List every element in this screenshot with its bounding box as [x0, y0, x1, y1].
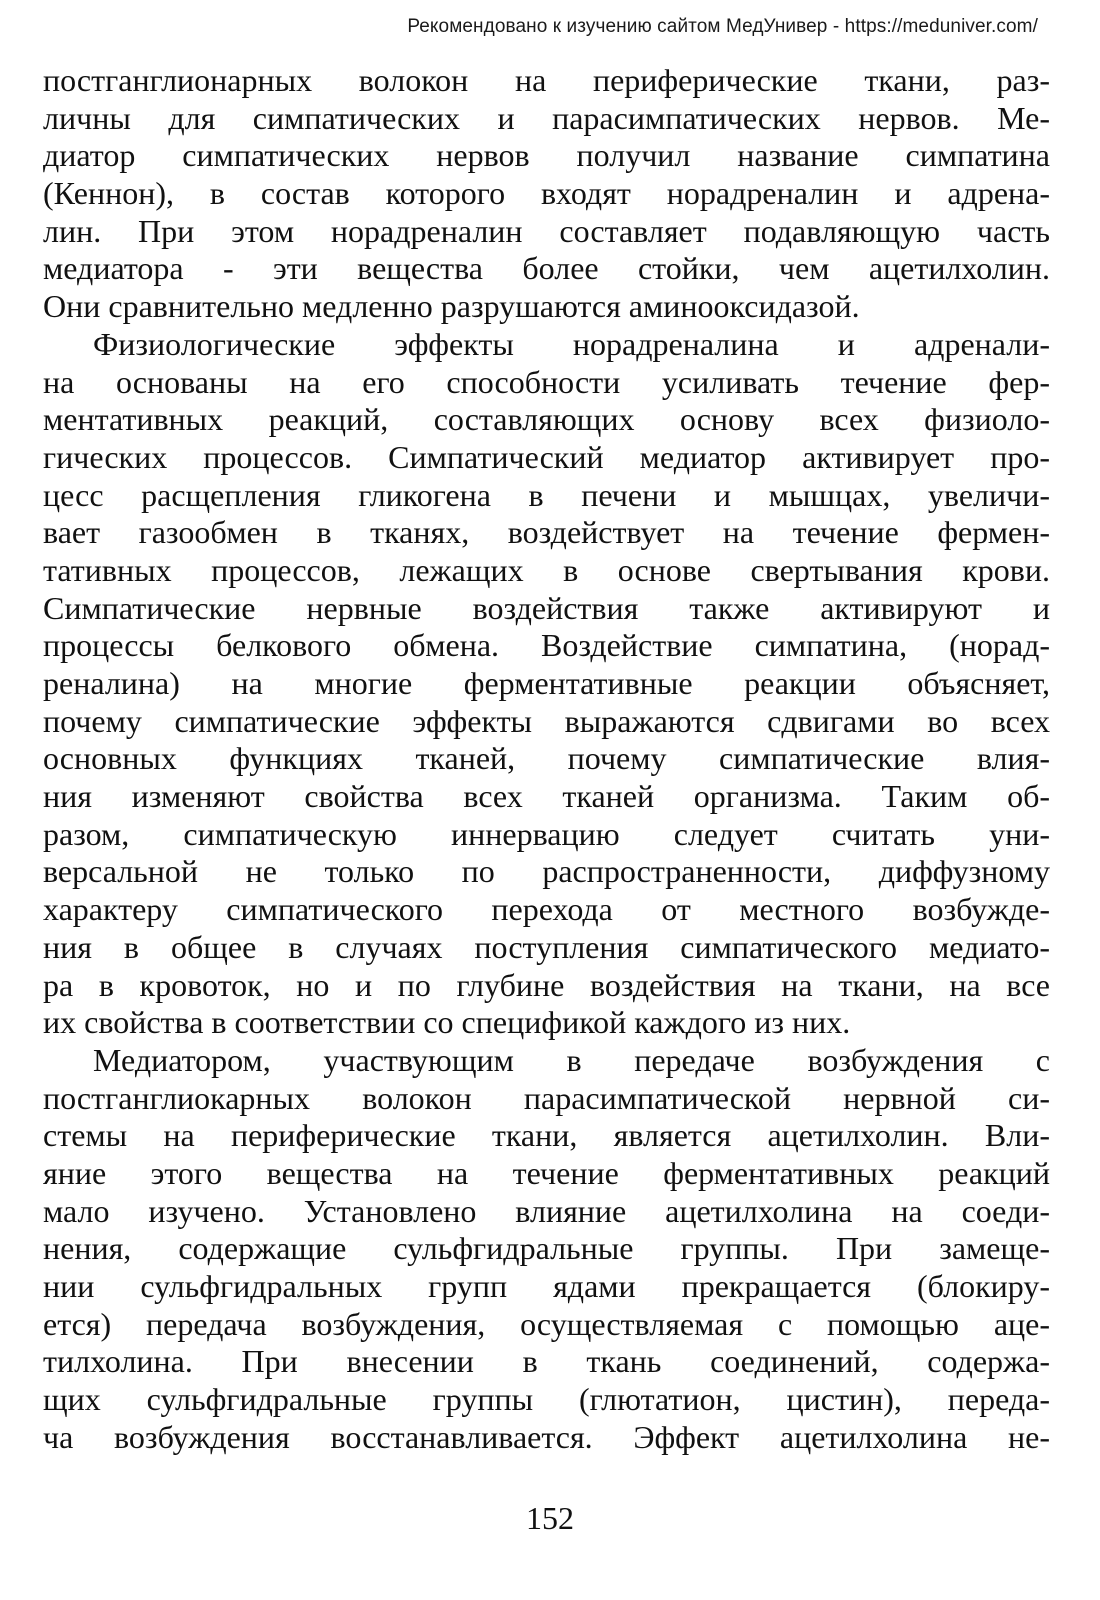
text-line: основных функциях тканей, почему симпатические влия- [43, 740, 1050, 777]
text-line: Они сравнительно медленно разрушаются аминооксидазой. [43, 288, 860, 325]
text-line: тилхолина. При внесении в ткань соединений, содержа- [43, 1343, 1050, 1380]
text-line: на основаны на его способности усиливать течение фер- [43, 363, 1050, 400]
text-line: характеру симпатического перехода от местного возбужде- [43, 891, 1050, 928]
text-line: лин. При этом норадреналин составляет подавляющую часть [43, 212, 1050, 249]
text-line: версальной не только по распространенности, диффузному [43, 853, 1050, 890]
text-line: ча возбуждения восстанавливается. Эффект ацетилхолина не- [43, 1418, 1050, 1455]
text-line: ния изменяют свойства всех тканей организма. Таким об- [43, 778, 1050, 815]
text-line: ется) передача возбуждения, осуществляемая с помощью аце- [43, 1305, 1050, 1342]
text-line: стемы на периферические ткани, является ацетилхолин. Вли- [43, 1117, 1050, 1154]
text-line: (Кеннон), в состав которого входят норадреналин и адрена- [43, 175, 1050, 212]
site-recommendation-header: Рекомендовано к изучению сайтом МедУнивер - https://meduniver.com/ [407, 16, 1038, 37]
text-line: почему симпатические эффекты выражаются сдвигами во всех [43, 702, 1050, 739]
text-line: процессы белкового обмена. Воздействие симпатина, (норад- [43, 627, 1050, 664]
text-line: ментативных реакций, составляющих основу всех физиоло- [43, 401, 1050, 438]
text-line: цесс расщепления гликогена в печени и мышцах, увеличи- [43, 476, 1050, 513]
text-line: гических процессов. Симпатический медиатор активирует про- [43, 438, 1050, 475]
text-line: нии сульфгидральных групп ядами прекращается (блокиру- [43, 1268, 1050, 1304]
paragraph-start-line: Физиологические эффекты норадреналина и адренали- [93, 325, 1050, 362]
text-line: Симпатические нервные воздействия также активируют и [43, 589, 1050, 626]
text-line: ра в кровоток, но и по глубине воздействия на ткани, на все [43, 966, 1050, 1003]
text-line: медиатора - эти вещества более стойки, чем ацетилхолин. [43, 250, 1050, 287]
text-line: мало изучено. Установлено влияние ацетилхолина на соеди- [43, 1192, 1050, 1229]
text-line: вает газообмен в тканях, воздействует на течение фермен- [43, 514, 1050, 551]
paragraph-start-line: Медиатором, участвующим в передаче возбуждения с [93, 1041, 1050, 1078]
text-line: нения, содержащие сульфгидральные группы. При замеще- [43, 1230, 1050, 1267]
text-line: ния в общее в случаях поступления симпатического медиато- [43, 928, 1050, 965]
text-line: яние этого вещества на течение ферментативных реакций [43, 1154, 1050, 1191]
text-line: реналина) на многие ферментативные реакции объясняет, [43, 665, 1050, 701]
text-line: диатор симпатических нервов получил название симпатина [43, 137, 1050, 174]
text-line: тативных процессов, лежащих в основе свертывания крови. [43, 551, 1050, 588]
text-line: постганглионарных волокон на периферические ткани, раз- [43, 62, 1050, 98]
text-line: личны для симпатических и парасимпатических нервов. Ме- [43, 99, 1050, 136]
text-line: щих сульфгидральные группы (глютатион, цистин), переда- [43, 1381, 1050, 1418]
page-number: 152 [526, 1500, 574, 1536]
page-body-text [43, 62, 1050, 1456]
text-line: их свойства в соответствии со спецификой каждого из них. [43, 1004, 851, 1041]
text-line: постганглиокарных волокон парасимпатической нервной си- [43, 1079, 1050, 1116]
text-line: разом, симпатическую иннервацию следует считать уни- [43, 815, 1050, 852]
